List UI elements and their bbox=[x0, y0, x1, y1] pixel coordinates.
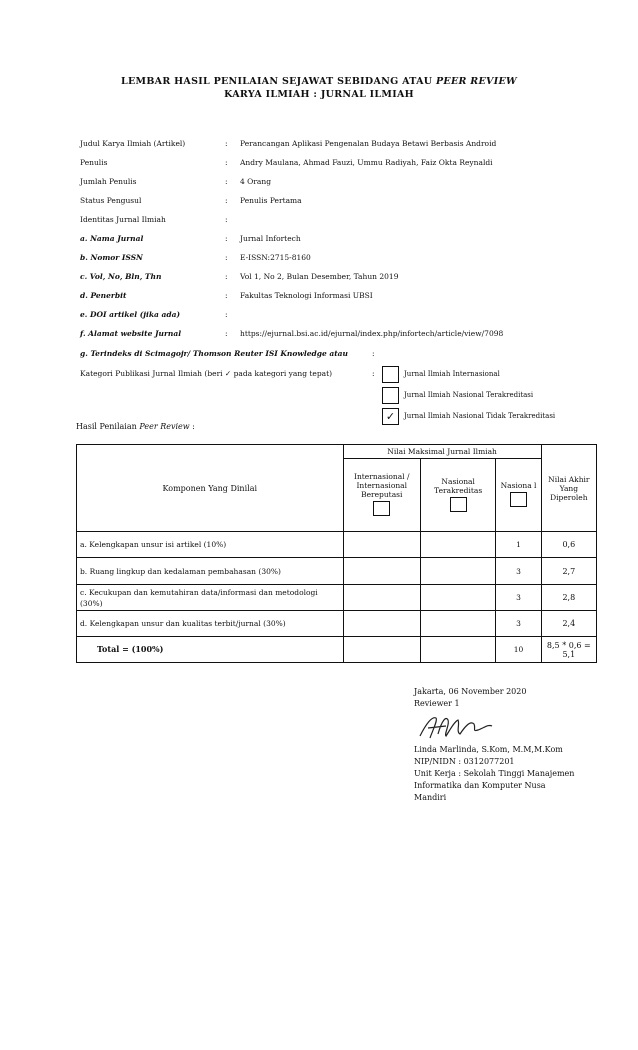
table-row bbox=[77, 532, 597, 558]
intl-cell bbox=[343, 532, 420, 558]
category-checkbox[interactable] bbox=[382, 387, 399, 404]
final-cell: 2,7 bbox=[541, 558, 596, 585]
final-cell: 0,6 bbox=[541, 532, 596, 558]
intl-cell bbox=[343, 611, 420, 637]
result-heading bbox=[76, 422, 195, 431]
component-cell: a. Kelengkapan unsur isi artikel (10%) bbox=[77, 532, 344, 558]
sign-unit-3: Mandiri bbox=[414, 793, 447, 802]
nat-acc-cell bbox=[420, 585, 495, 611]
header-nat bbox=[496, 459, 541, 532]
result-peer-review: Peer Review bbox=[139, 422, 190, 431]
identity-label: Judul Karya Ilmiah (Artikel) bbox=[80, 139, 186, 148]
title-text: LEMBAR HASIL PENILAIAN SEJAWAT SEBIDANG ATAU bbox=[121, 76, 436, 87]
table-header-row bbox=[77, 445, 597, 459]
identity-value: 4 Orang bbox=[240, 177, 271, 186]
category-option-label: Jurnal Ilmiah Internasional bbox=[404, 370, 500, 378]
intl-cell bbox=[343, 558, 420, 585]
score-table bbox=[76, 444, 597, 663]
table-body bbox=[77, 532, 597, 663]
identity-colon: : bbox=[225, 196, 228, 205]
nat-acc-checkbox[interactable] bbox=[450, 497, 467, 512]
identity-value: https://ejurnal.bsi.ac.id/ejurnal/index.php/infortech/article/view/7098 bbox=[240, 329, 504, 338]
identity-label: Penulis bbox=[80, 158, 108, 167]
header-nat-acc bbox=[420, 459, 495, 532]
identity-colon: : bbox=[225, 234, 228, 243]
identity-label: Jumlah Penulis bbox=[80, 177, 137, 186]
identity-label: c. Vol, No, Bln, Thn bbox=[80, 272, 162, 281]
category-checkbox[interactable]: ✓ bbox=[382, 408, 399, 425]
identity-value: Perancangan Aplikasi Pengenalan Budaya Betawi Berbasis Android bbox=[240, 139, 497, 148]
nat-cell: 1 bbox=[496, 532, 541, 558]
identity-colon: : bbox=[225, 310, 228, 319]
category-colon: : bbox=[372, 369, 375, 378]
identity-colon: : bbox=[225, 253, 228, 262]
identity-value: E-ISSN:2715-8160 bbox=[240, 253, 311, 262]
table-row bbox=[77, 611, 597, 637]
result-colon: : bbox=[189, 422, 195, 431]
sign-role: Reviewer 1 bbox=[414, 699, 460, 708]
identity-label: e. DOI artikel (jika ada) bbox=[80, 310, 180, 319]
identity-label: Identitas Jurnal Ilmiah bbox=[80, 215, 166, 224]
identity-colon: : bbox=[225, 291, 228, 300]
identity-colon: : bbox=[225, 272, 228, 281]
table-row bbox=[77, 558, 597, 585]
identity-label: a. Nama Jurnal bbox=[80, 234, 144, 243]
identity-label: f. Alamat website Jurnal bbox=[80, 329, 182, 338]
category-option-label: Jurnal Ilmiah Nasional Terakreditasi bbox=[404, 391, 534, 399]
identity-label: d. Penerbit bbox=[80, 291, 127, 300]
header-intl bbox=[343, 459, 420, 532]
result-text: Hasil Penilaian bbox=[76, 422, 140, 431]
sign-nip: NIP/NIDN : 0312077201 bbox=[414, 757, 515, 766]
header-intl-text: Internasional / Internasional Bereputasi bbox=[353, 472, 410, 499]
identity-colon: : bbox=[225, 139, 228, 148]
nat-acc-cell bbox=[420, 611, 495, 637]
nat-acc-cell bbox=[420, 532, 495, 558]
identity-value: Vol 1, No 2, Bulan Desember, Tahun 2019 bbox=[240, 272, 399, 281]
identity-colon: : bbox=[225, 158, 228, 167]
final-cell: 8,5 * 0,6 = 5,1 bbox=[541, 637, 596, 663]
sign-name: Linda Marlinda, S.Kom, M.M,M.Kom bbox=[414, 745, 563, 754]
identity-value: Fakultas Teknologi Informasi UBSI bbox=[240, 291, 373, 300]
identity-label: b. Nomor ISSN bbox=[80, 253, 143, 262]
component-cell: c. Kecukupan dan kemutahiran data/informasi dan metodologi (30%) bbox=[77, 585, 344, 611]
header-nat-acc-text: Nasional Terakreditas bbox=[434, 476, 483, 495]
identity-value: Jurnal Infortech bbox=[240, 234, 301, 243]
nat-cell: 3 bbox=[496, 611, 541, 637]
indexed-colon: : bbox=[372, 349, 375, 358]
table-total-row bbox=[77, 637, 597, 663]
nat-cell: 10 bbox=[496, 637, 541, 663]
intl-cell bbox=[343, 585, 420, 611]
nat-checkbox[interactable] bbox=[510, 492, 527, 507]
header-nat-text: Nasiona l bbox=[500, 481, 537, 490]
table-row bbox=[77, 585, 597, 611]
identity-colon: : bbox=[225, 177, 228, 186]
intl-cell bbox=[343, 637, 420, 663]
final-cell: 2,8 bbox=[541, 585, 596, 611]
identity-colon: : bbox=[225, 215, 228, 224]
final-cell: 2,4 bbox=[541, 611, 596, 637]
header-component: Komponen Yang Dinilai bbox=[77, 445, 344, 532]
identity-label: Status Pengusul bbox=[80, 196, 142, 205]
sign-place-date: Jakarta, 06 November 2020 bbox=[414, 687, 527, 696]
identity-value: Andry Maulana, Ahmad Fauzi, Ummu Radiyah, Faiz Okta Reynaldi bbox=[240, 158, 493, 167]
nat-acc-cell bbox=[420, 637, 495, 663]
category-option-label: Jurnal Ilmiah Nasional Tidak Terakreditasi bbox=[404, 412, 556, 420]
header-final: Nilai Akhir Yang Diperoleh bbox=[541, 445, 596, 532]
nat-cell: 3 bbox=[496, 558, 541, 585]
category-checkbox[interactable] bbox=[382, 366, 399, 383]
intl-checkbox[interactable] bbox=[373, 501, 390, 516]
category-label: Kategori Publikasi Jurnal Ilmiah (beri ✓ pada kategori yang tepat) bbox=[80, 369, 333, 378]
document-title bbox=[0, 76, 638, 87]
indexed-label: g. Terindeks di Scimagojr/ Thomson Reuter ISI Knowledge atau bbox=[80, 349, 348, 358]
component-cell: d. Kelengkapan unsur dan kualitas terbit/jurnal (30%) bbox=[77, 611, 344, 637]
component-cell: Total = (100%) bbox=[77, 637, 344, 663]
sign-unit-1: Unit Kerja : Sekolah Tinggi Manajemen bbox=[414, 769, 575, 778]
identity-colon: : bbox=[225, 329, 228, 338]
nat-acc-cell bbox=[420, 558, 495, 585]
nat-cell: 3 bbox=[496, 585, 541, 611]
title-peer-review: PEER REVIEW bbox=[435, 76, 517, 87]
component-cell: b. Ruang lingkup dan kedalaman pembahasan (30%) bbox=[77, 558, 344, 585]
header-max: Nilai Maksimal Jurnal Ilmiah bbox=[343, 445, 541, 459]
sign-unit-2: Informatika dan Komputer Nusa bbox=[414, 781, 546, 790]
signature-image bbox=[416, 710, 496, 742]
document-subtitle: KARYA ILMIAH : JURNAL ILMIAH bbox=[224, 89, 414, 100]
identity-value: Penulis Pertama bbox=[240, 196, 302, 205]
